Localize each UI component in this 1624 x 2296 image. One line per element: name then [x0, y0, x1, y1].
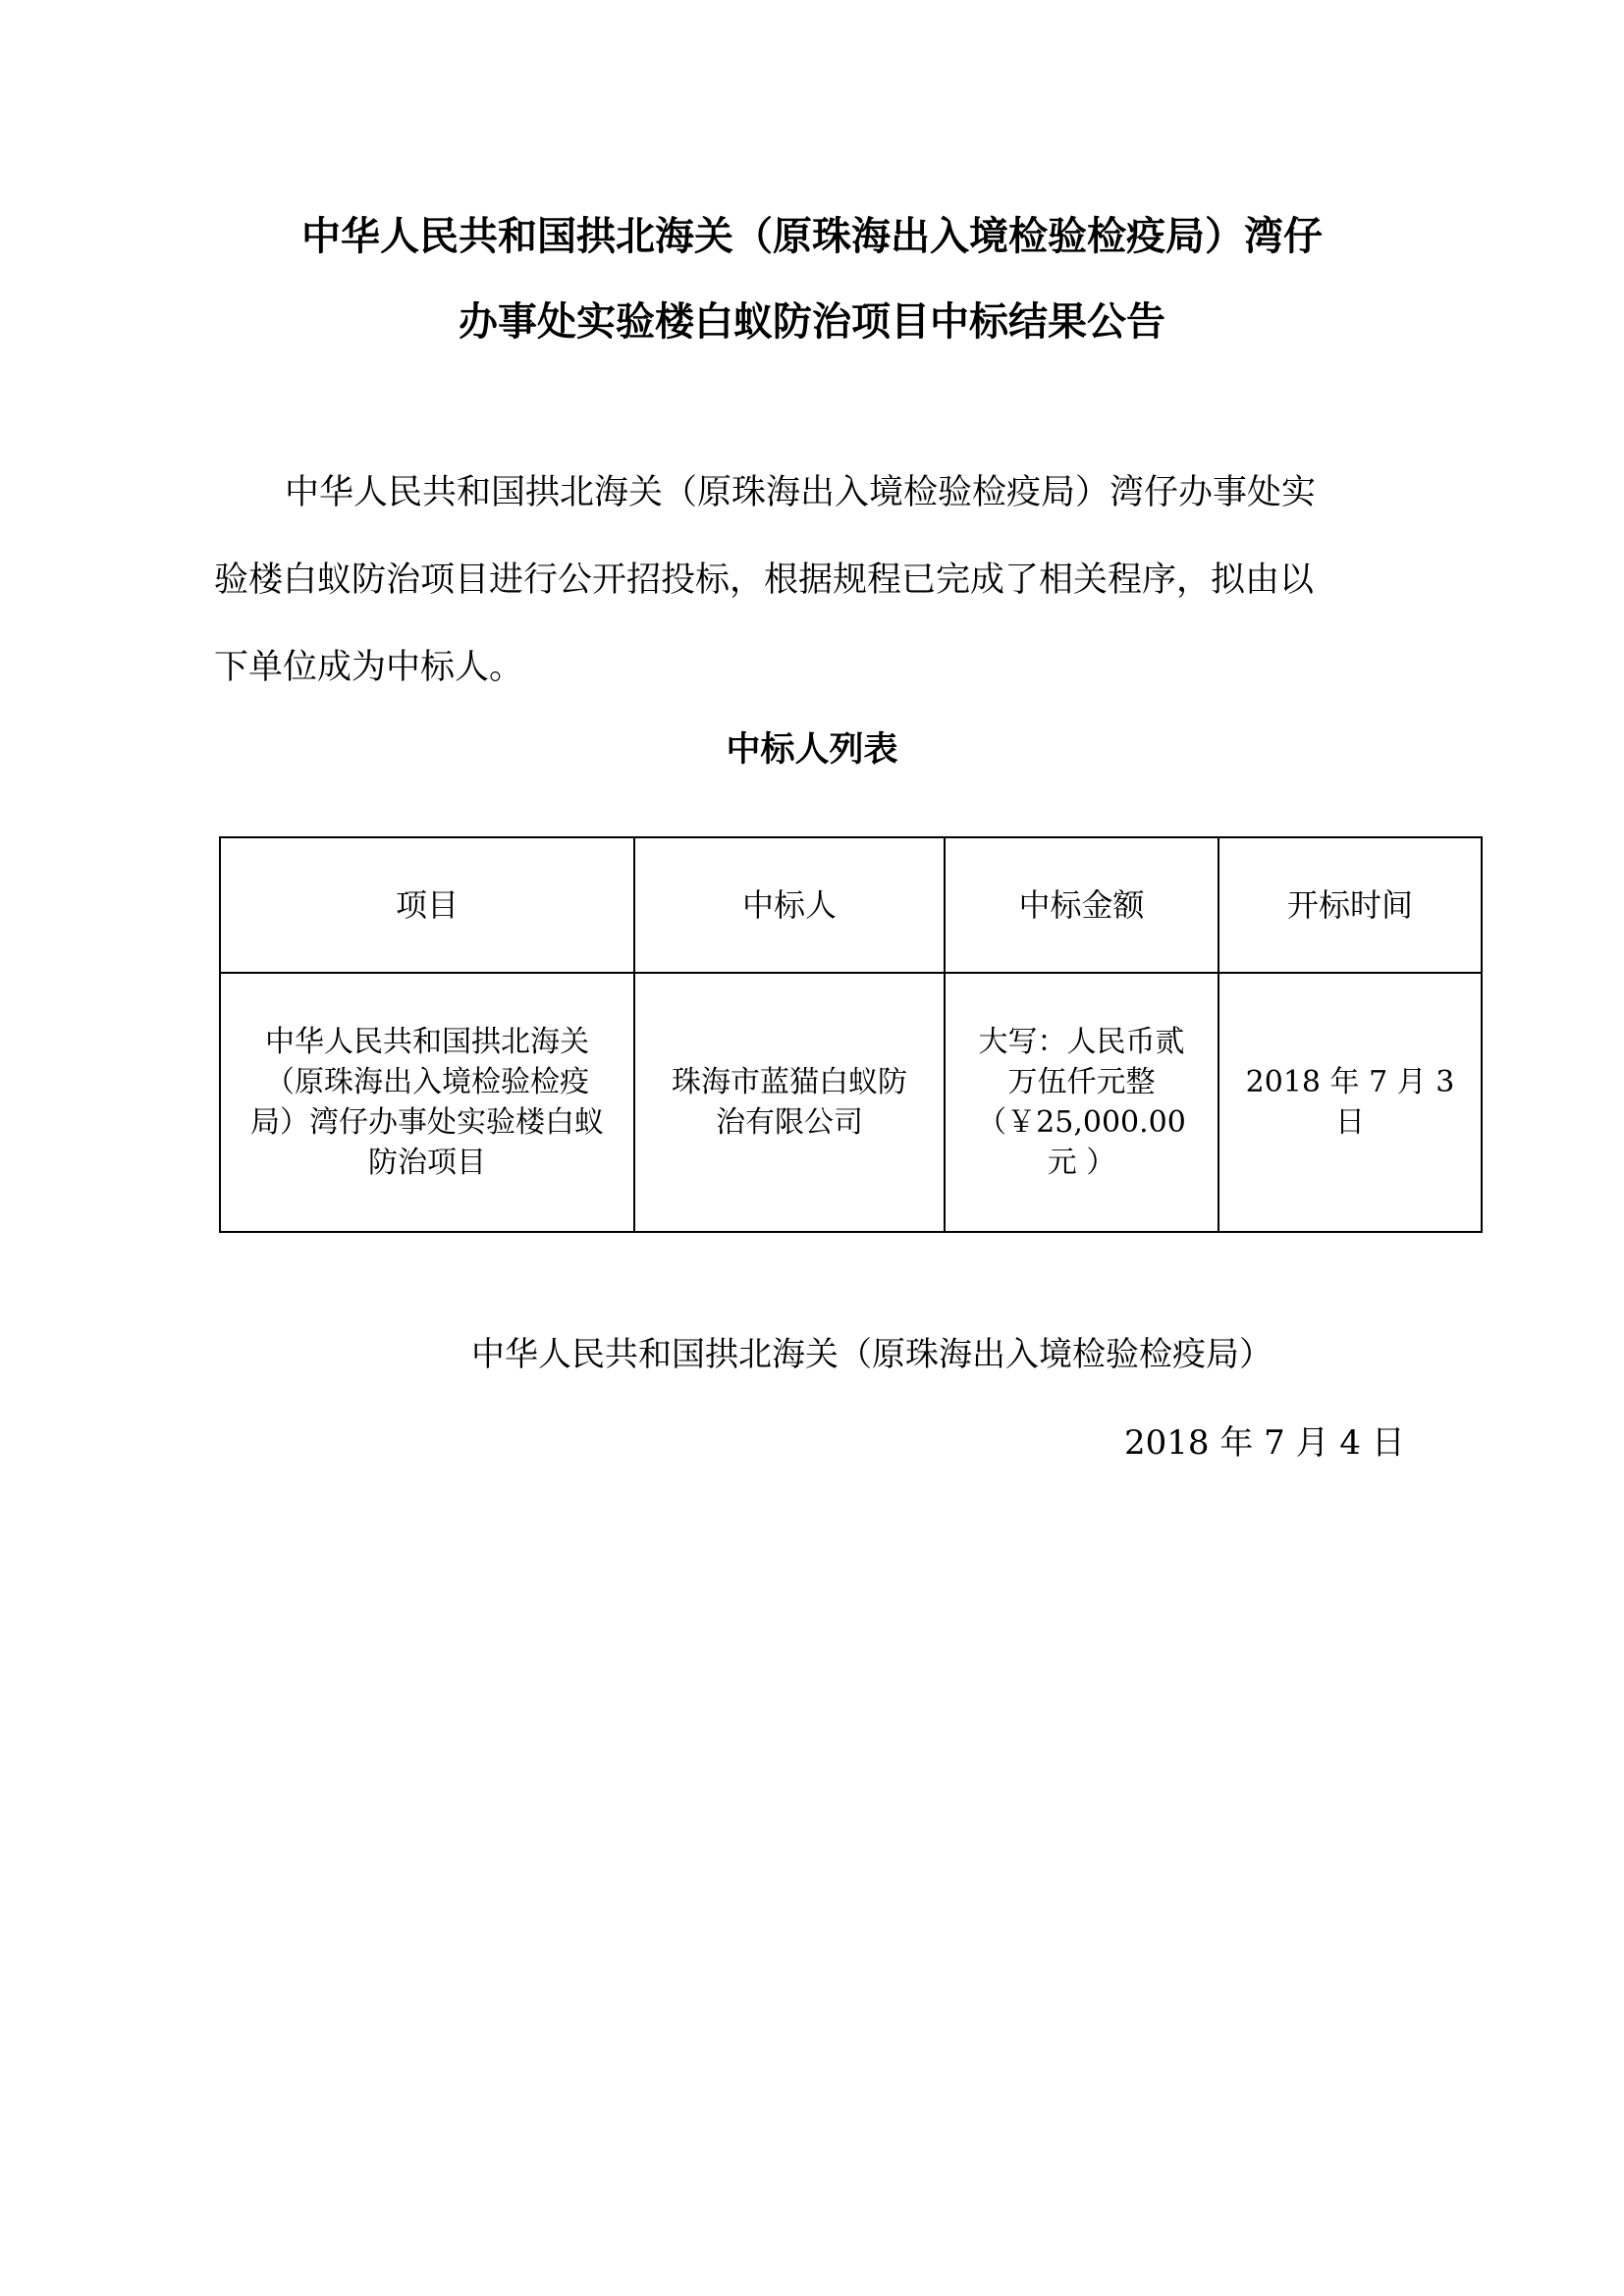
title-line-2: 办事处实验楼白蚁防治项目中标结果公告 [459, 299, 1165, 345]
cell-open-date: 2018 年 7 月 3 日 [1218, 973, 1482, 1232]
amount-line-4: 元 ） [1047, 1146, 1116, 1180]
amount-line-1: 大写：人民币贰 [978, 1025, 1185, 1059]
body-paragraph-line-3: 下单位成为中标人。 [214, 648, 524, 687]
header-winner: 中标人 [634, 837, 945, 973]
title-line-1: 中华人民共和国拱北海关（原珠海出入境检验检疫局）湾仔 [301, 214, 1323, 259]
project-line-1: 中华人民共和国拱北海关 [265, 1025, 589, 1059]
winner-line-2: 治有限公司 [716, 1105, 863, 1140]
table-row [220, 973, 1482, 1232]
signature-organization: 中华人民共和国拱北海关（原珠海出入境检验检疫局） [471, 1335, 1272, 1374]
project-line-2: （原珠海出入境检验检疫 [265, 1065, 589, 1099]
cell-winner [634, 973, 945, 1232]
amount-line-3: （￥25,000.00 [977, 1105, 1186, 1140]
winner-line-1: 珠海市蓝猫白蚁防 [672, 1065, 907, 1099]
body-paragraph-line-1: 中华人民共和国拱北海关（原珠海出入境检验检疫局）湾仔办事处实 [285, 473, 1317, 512]
signature-date: 2018 年 7 月 4 日 [1124, 1423, 1405, 1463]
header-open-date: 开标时间 [1218, 837, 1482, 973]
project-line-3: 局）湾仔办事处实验楼白蚁 [250, 1105, 604, 1140]
cell-amount [945, 973, 1218, 1232]
winner-table [219, 836, 1483, 1233]
table-header-row [220, 837, 1482, 973]
header-project: 项目 [220, 837, 634, 973]
body-paragraph-line-2: 验楼白蚁防治项目进行公开招投标，根据规程已完成了相关程序，拟由以 [214, 561, 1315, 600]
project-line-4: 防治项目 [368, 1146, 486, 1180]
winner-list-title: 中标人列表 [726, 730, 898, 770]
header-amount: 中标金额 [945, 837, 1218, 973]
amount-line-2: 万伍仟元整 [1007, 1065, 1156, 1099]
cell-project [220, 973, 634, 1232]
